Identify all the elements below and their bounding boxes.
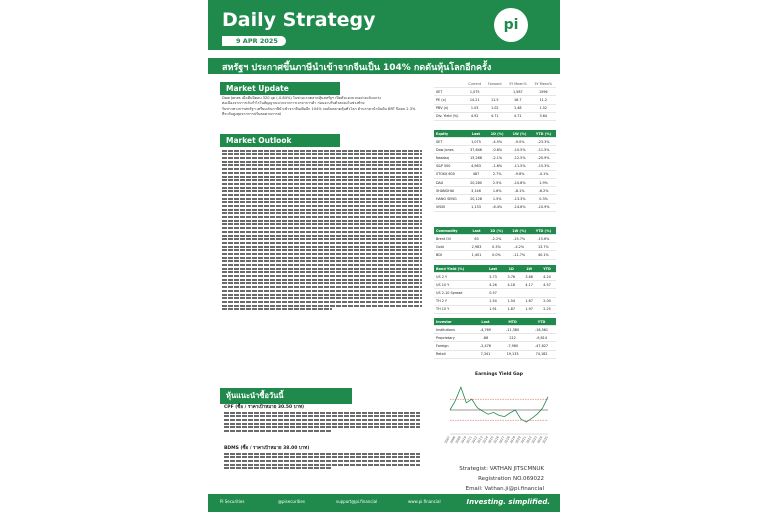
- table-cell: 1,075: [466, 138, 487, 146]
- outlook-text-line: [222, 157, 422, 159]
- footer-website[interactable]: www.pi.financial: [408, 499, 441, 504]
- headline-text: สหรัฐฯ ประกาศขึ้นภาษีนำเข้าจากจีนเป็น 104% กดดันหุ้นโลกอีกครั้ง: [222, 63, 492, 73]
- table-cell: Proprietary: [434, 334, 473, 342]
- table-cell: 20,128: [466, 195, 487, 203]
- table-cell: -2.1%: [486, 154, 508, 162]
- equity-table: [434, 130, 556, 212]
- outlook-text-line: [222, 305, 422, 307]
- x-tick-label: 2025: [541, 435, 549, 445]
- table-cell: TH 2 Y: [434, 297, 484, 305]
- outlook-text-line: [222, 153, 422, 155]
- table-row: [434, 154, 556, 162]
- table-cell: 0.57: [484, 289, 503, 297]
- market_update.lines-line: Dow Jones เมื่อคืนปิดลบ 320 จุด (-0.84%) ในช่วงแรกตลาดหุ้นสหรัฐฯ เปิดตัวแดงบวกอย่างแข็งแกร่ง: [222, 96, 381, 100]
- table-cell: TH 10 Y: [434, 305, 484, 313]
- table-cell: 2,983: [468, 243, 486, 251]
- x-tick-label: 2012: [470, 435, 479, 445]
- outlook-text-line: [222, 297, 422, 299]
- table-row: [434, 281, 556, 289]
- x-tick-label: 2017: [498, 435, 506, 445]
- cpf-text-line: [224, 415, 420, 417]
- table-cell: 2.7%: [486, 170, 508, 178]
- x-tick-label: 2015: [487, 435, 495, 445]
- table-header-cell: 1D: [502, 265, 520, 273]
- table-header-cell: 1W (%): [508, 130, 531, 138]
- table-cell: 4,983: [466, 162, 487, 170]
- table-cell: 1.03: [465, 104, 485, 112]
- outlook-text-line: [222, 286, 422, 288]
- x-tick-label: 2018: [503, 435, 511, 445]
- outlook-text-line: [222, 194, 422, 196]
- table-cell: -6.2%: [531, 187, 556, 195]
- table-cell: -2.2%: [485, 235, 507, 243]
- table-header-cell: Last: [468, 227, 486, 235]
- table-cell: 1,401: [468, 251, 486, 259]
- outlook-text-line: [222, 246, 422, 248]
- footer-social[interactable]: @pisecurities: [278, 499, 305, 504]
- table-cell: 7,341: [473, 350, 498, 358]
- table-cell: STOXX 600: [434, 170, 466, 178]
- table-cell: 2.25: [538, 305, 556, 313]
- table-cell: -4.1%: [531, 170, 556, 178]
- table-cell: 4.92: [465, 112, 485, 120]
- table-cell: 4.17: [520, 281, 538, 289]
- table-cell: Institutions: [434, 326, 473, 334]
- outlook-text-line: [222, 301, 422, 303]
- outlook-text-line: [222, 161, 422, 163]
- valuation-table: [434, 80, 556, 121]
- table-cell: 3,146: [466, 187, 487, 195]
- table-cell: 19,133: [498, 350, 527, 358]
- table-cell: 487: [466, 170, 487, 178]
- table-cell: 1,075: [465, 88, 485, 96]
- table-row: [434, 243, 556, 251]
- table-row: [434, 350, 556, 358]
- investor-table: [434, 318, 556, 359]
- strategist-email: Email: Vathan.ji@pi.financial: [465, 486, 544, 492]
- table-cell: PE (x): [434, 96, 465, 104]
- table-cell: [520, 289, 538, 297]
- cpf-text-line: [224, 423, 420, 425]
- outlook-text-line: [222, 249, 422, 251]
- table-cell: Retail: [434, 350, 473, 358]
- table-cell: 11.5: [484, 96, 505, 104]
- outlook-text-line: [222, 231, 422, 233]
- table-cell: 1.87: [502, 305, 520, 313]
- x-tick-label: 2011: [465, 435, 473, 445]
- x-tick-label: 2009: [454, 435, 462, 445]
- table-row: [434, 251, 556, 259]
- table-cell: 212: [498, 334, 527, 342]
- table-header-cell: Last: [466, 130, 487, 138]
- outlook-text-line: [222, 253, 422, 255]
- table-cell: -23.3%: [531, 138, 556, 146]
- x-tick-label: 2023: [530, 435, 538, 445]
- table-cell: -4.2%: [508, 243, 531, 251]
- table-cell: Nasdaq: [434, 154, 466, 162]
- table-header-cell: Current: [465, 80, 485, 88]
- table-header-cell: Last: [473, 318, 498, 326]
- table-cell: -11.5%: [531, 146, 556, 154]
- table-cell: 4.71: [505, 112, 530, 120]
- table-cell: -12.5%: [508, 154, 531, 162]
- footer-tagline: Investing. simplified.: [466, 498, 550, 506]
- table-cell: -13.3%: [508, 195, 531, 203]
- outlook-text-line: [222, 201, 422, 203]
- table-header-cell: Forward: [484, 80, 505, 88]
- table-cell: 1.91: [484, 305, 503, 313]
- bdms-text-line: [224, 467, 332, 469]
- outlook-text-line: [222, 264, 422, 266]
- table-cell: US 2 Y: [434, 273, 484, 281]
- table-cell: S&P 500: [434, 162, 466, 170]
- outlook-text-line: [222, 227, 422, 229]
- table-header-cell: 1W (%): [508, 227, 531, 235]
- table-cell: Dow Jones: [434, 146, 466, 154]
- outlook-text-line: [222, 198, 422, 200]
- table-header-row: [434, 318, 556, 326]
- table-cell: BDI: [434, 251, 468, 259]
- table-row: [434, 170, 556, 178]
- outlook-text-line: [222, 176, 422, 178]
- table-header-cell: YTD: [527, 318, 556, 326]
- table-cell: -4.5%: [486, 138, 508, 146]
- table-header-cell: [434, 80, 465, 88]
- table-cell: 2.00: [538, 297, 556, 305]
- table-cell: -8.1%: [508, 187, 531, 195]
- table-row: [434, 146, 556, 154]
- outlook-text-line: [222, 216, 422, 218]
- table-cell: 0.3%: [485, 243, 507, 251]
- table-row: [434, 187, 556, 195]
- table-cell: -6.4%: [486, 203, 508, 211]
- x-tick-label: 2008: [449, 435, 457, 445]
- market-update-title: Market Update: [220, 82, 340, 95]
- table-cell: PBV (x): [434, 104, 465, 112]
- table-cell: 16.7: [505, 96, 530, 104]
- x-tick-label: 2019: [508, 435, 517, 445]
- bdms-text-line: [224, 456, 420, 458]
- table-cell: Foreign: [434, 342, 473, 350]
- cpf-text-line: [224, 419, 420, 421]
- table-cell: -0.8%: [486, 146, 508, 154]
- table-header-cell: 3Y Mean%: [505, 80, 530, 88]
- table-row: [434, 195, 556, 203]
- table-cell: VN30: [434, 203, 466, 211]
- table-cell: US 10 Y: [434, 281, 484, 289]
- table-row: [434, 112, 556, 120]
- table-cell: -16,561: [527, 326, 556, 334]
- outlook-text-line: [222, 220, 422, 222]
- bdms-text-line: [224, 453, 420, 455]
- outlook-text-line: [222, 183, 422, 185]
- table-cell: 74,182: [527, 350, 556, 358]
- table-header-cell: Investor: [434, 318, 473, 326]
- table-header-cell: YTD (%): [531, 227, 556, 235]
- report-date: 9 APR 2025: [222, 36, 286, 46]
- cpf-text-line: [224, 430, 332, 432]
- table-cell: 15,268: [466, 154, 487, 162]
- table-row: [434, 88, 556, 96]
- table-cell: Div. Yield (%): [434, 112, 465, 120]
- outlook-text-line: [222, 212, 422, 214]
- table-cell: 0.0%: [485, 251, 507, 259]
- table-row: [434, 326, 556, 334]
- table-header-cell: Equity: [434, 130, 466, 138]
- outlook-text-line: [222, 257, 422, 259]
- table-cell: 1.67: [520, 297, 538, 305]
- table-cell: 0.3%: [531, 195, 556, 203]
- table-row: [434, 342, 556, 350]
- table-row: [434, 178, 556, 186]
- headline-bar: [208, 58, 560, 74]
- bdms-text-line: [224, 460, 420, 462]
- table-header-cell: 3Y Mean%: [531, 80, 556, 88]
- table-cell: -20.9%: [531, 154, 556, 162]
- table-cell: DAX: [434, 178, 466, 186]
- outlook-text-line: [222, 238, 422, 240]
- outlook-text-line: [222, 223, 422, 225]
- table-header-row: [434, 130, 556, 138]
- outlook-text-line: [222, 190, 422, 192]
- x-tick-label: 2020: [514, 435, 522, 445]
- table-cell: HANG SENG: [434, 195, 466, 203]
- table-header-cell: Commodity: [434, 227, 468, 235]
- market-outlook-text: [222, 148, 422, 384]
- x-tick-label: 2021: [519, 435, 528, 445]
- table-cell: -1.6%: [486, 162, 508, 170]
- table-cell: -10.9%: [531, 203, 556, 211]
- table-header-cell: 1W: [520, 265, 538, 273]
- table-cell: 37,646: [466, 146, 487, 154]
- footer-bar: [208, 494, 560, 512]
- outlook-text-line: [222, 187, 422, 189]
- table-row: [434, 289, 556, 297]
- table-cell: -86: [473, 334, 498, 342]
- table-cell: 63: [468, 235, 486, 243]
- table-cell: 14.21: [465, 96, 485, 104]
- x-tick-label: 2010: [459, 435, 468, 445]
- cpf-text-line: [224, 426, 420, 428]
- registration-number: Registration NO.069022: [478, 476, 544, 482]
- table-header-row: [434, 227, 556, 235]
- x-tick-label: 2007: [443, 435, 451, 445]
- outlook-text-line: [222, 268, 422, 270]
- footer-email[interactable]: support@pi.financial: [336, 499, 378, 504]
- table-cell: 4.24: [538, 273, 556, 281]
- table-cell: 1,587: [505, 88, 530, 96]
- stock-pick-cpf-text: [224, 410, 420, 442]
- table-row: [434, 138, 556, 146]
- outlook-text-line: [222, 209, 422, 211]
- table-cell: 3.68: [520, 273, 538, 281]
- outlook-text-line: [222, 179, 422, 181]
- table-cell: 1.5%: [486, 195, 508, 203]
- table-cell: -15.3%: [531, 162, 556, 170]
- table-header-row: [434, 265, 556, 273]
- x-tick-label: 2022: [525, 435, 533, 445]
- table-cell: 1.54: [502, 297, 520, 305]
- table-cell: 1.54: [484, 297, 503, 305]
- bond-yield-table: [434, 265, 556, 314]
- cpf-text-line: [224, 412, 420, 414]
- table-row: [434, 334, 556, 342]
- x-tick-label: 2014: [481, 435, 489, 445]
- table-cell: -9.0%: [508, 138, 531, 146]
- table-header-cell: YTD (%): [531, 130, 556, 138]
- outlook-text-line: [222, 164, 422, 166]
- table-cell: 4.26: [484, 281, 503, 289]
- table-header-cell: 1D (%): [486, 130, 508, 138]
- table-cell: 1.97: [520, 305, 538, 313]
- x-tick-label: 2016: [492, 435, 500, 445]
- table-cell: -2,476: [473, 342, 498, 350]
- table-cell: -9.8%: [508, 170, 531, 178]
- table-cell: 1.52: [531, 104, 556, 112]
- outlook-text-line: [222, 150, 422, 152]
- table-cell: -10.5%: [508, 146, 531, 154]
- pi-logo: pi: [494, 8, 528, 42]
- table-row: [434, 235, 556, 243]
- outlook-text-line: [222, 168, 422, 170]
- table-cell: -7,960: [498, 342, 527, 350]
- table-cell: 20,280: [466, 178, 487, 186]
- table-header-cell: 1D (%): [485, 227, 507, 235]
- table-cell: 2.5%: [486, 178, 508, 186]
- market_update.lines-line: ต่อเนื่องจากการเก็งกำไรในสัญญาณบวกจากการเจรจาการค้า ก่อนจะปรับตัวลดลงในช่วงท้าย: [222, 101, 365, 106]
- header-banner: [208, 0, 560, 50]
- earnings-yield-gap-chart: [436, 368, 556, 458]
- table-cell: 3.64: [531, 112, 556, 120]
- table-cell: 1.6%: [486, 187, 508, 195]
- table-cell: -11.5%: [508, 162, 531, 170]
- table-cell: SHANGHAI: [434, 187, 466, 195]
- commodity-table: [434, 227, 556, 260]
- table-row: [434, 203, 556, 211]
- table-cell: -14.6%: [508, 203, 531, 211]
- table-row: [434, 297, 556, 305]
- table-cell: 3.76: [502, 273, 520, 281]
- table-cell: 1,133: [466, 203, 487, 211]
- bdms-text-line: [224, 464, 420, 466]
- table-header-cell: Last: [484, 265, 503, 273]
- outlook-text-line: [222, 290, 422, 292]
- table-cell: SET: [434, 88, 465, 96]
- table-row: [434, 305, 556, 313]
- outlook-text-line: [222, 172, 422, 174]
- outlook-text-line: [222, 294, 422, 296]
- table-cell: Gold: [434, 243, 468, 251]
- table-cell: 4.71: [484, 112, 505, 120]
- outlook-text-line: [222, 260, 422, 262]
- table-cell: US 2-10 Spread: [434, 289, 484, 297]
- market_update.lines-line: ที่ระดับสูงสุดจากการปรับลดคาดการณ์: [222, 111, 281, 116]
- table-cell: -4,769: [473, 326, 498, 334]
- table-cell: [502, 289, 520, 297]
- table-row: [434, 162, 556, 170]
- table-cell: [538, 289, 556, 297]
- market_update.lines-line: รับข่าวทางการสหรัฐฯ เตรียมเก็บภาษีนำเข้าจากจีนเพิ่มอีก 104% กดดันตลาดหุ้นทั่วโลก ด้านราคาน้ำมันดิบ BRT ปิดลบ 2.3%: [222, 106, 416, 111]
- table-cell: 4.57: [538, 281, 556, 289]
- table-cell: 3.73: [484, 273, 503, 281]
- chart-title: Earnings Yield Gap: [475, 372, 523, 377]
- table-cell: -9,814: [527, 334, 556, 342]
- table-cell: 1.48: [505, 104, 530, 112]
- table-header-row: [434, 80, 556, 88]
- table-cell: [484, 88, 505, 96]
- table-row: [434, 273, 556, 281]
- outlook-text-line: [222, 282, 422, 284]
- outlook-text-line: [222, 279, 422, 281]
- table-row: [434, 104, 556, 112]
- strategist-name: Strategist: VATHAN JITSCMNUK: [459, 466, 544, 472]
- stock-pick-bdms: BDMS (ซื้อ / ราคาเป้าหมาย 38.00 บาท): [224, 446, 310, 451]
- table-cell: 40.1%: [531, 251, 556, 259]
- table-header-cell: Bond Yield (%): [434, 265, 484, 273]
- report-title: Daily Strategy: [222, 9, 376, 31]
- outlook-text-line: [222, 235, 422, 237]
- table-cell: SET: [434, 138, 466, 146]
- table-cell: 1596: [531, 88, 556, 96]
- table-cell: -11,380: [498, 326, 527, 334]
- table-row: [434, 96, 556, 104]
- table-cell: 1.02: [484, 104, 505, 112]
- table-header-cell: YTD: [538, 265, 556, 273]
- footer-company: Pi Securities: [220, 499, 245, 504]
- outlook-text-line: [222, 271, 422, 273]
- outlook-text-line: [222, 205, 422, 207]
- stock-pick-bdms-text: [224, 451, 420, 478]
- table-cell: -11.7%: [508, 251, 531, 259]
- table-cell: -15.6%: [531, 235, 556, 243]
- market-update-text: [222, 96, 422, 122]
- report-page: [208, 0, 560, 512]
- outlook-text-line: [222, 275, 422, 277]
- x-tick-label: 2024: [536, 435, 544, 445]
- table-cell: 1.9%: [531, 178, 556, 186]
- x-tick-label: 2013: [476, 435, 484, 445]
- outlook-text-line: [222, 242, 422, 244]
- series-line-earnings-yield-gap: [450, 387, 548, 422]
- stock-pick-cpf: CPF (ซื้อ / ราคาเป้าหมาย 30.50 บาท): [224, 405, 305, 410]
- stocks-today-title: หุ้นแนะนำซื้อวันนี้: [220, 388, 352, 404]
- table-cell: Brent Oil: [434, 235, 468, 243]
- table-header-cell: MTD: [498, 318, 527, 326]
- table-cell: -15.7%: [508, 235, 531, 243]
- outlook-text-line: [222, 308, 332, 310]
- table-cell: -10.8%: [508, 178, 531, 186]
- table-cell: 4.18: [502, 281, 520, 289]
- table-cell: 13.7%: [531, 243, 556, 251]
- table-cell: 11.2: [531, 96, 556, 104]
- market-outlook-title: Market Outlook: [220, 134, 340, 147]
- table-cell: -47,627: [527, 342, 556, 350]
